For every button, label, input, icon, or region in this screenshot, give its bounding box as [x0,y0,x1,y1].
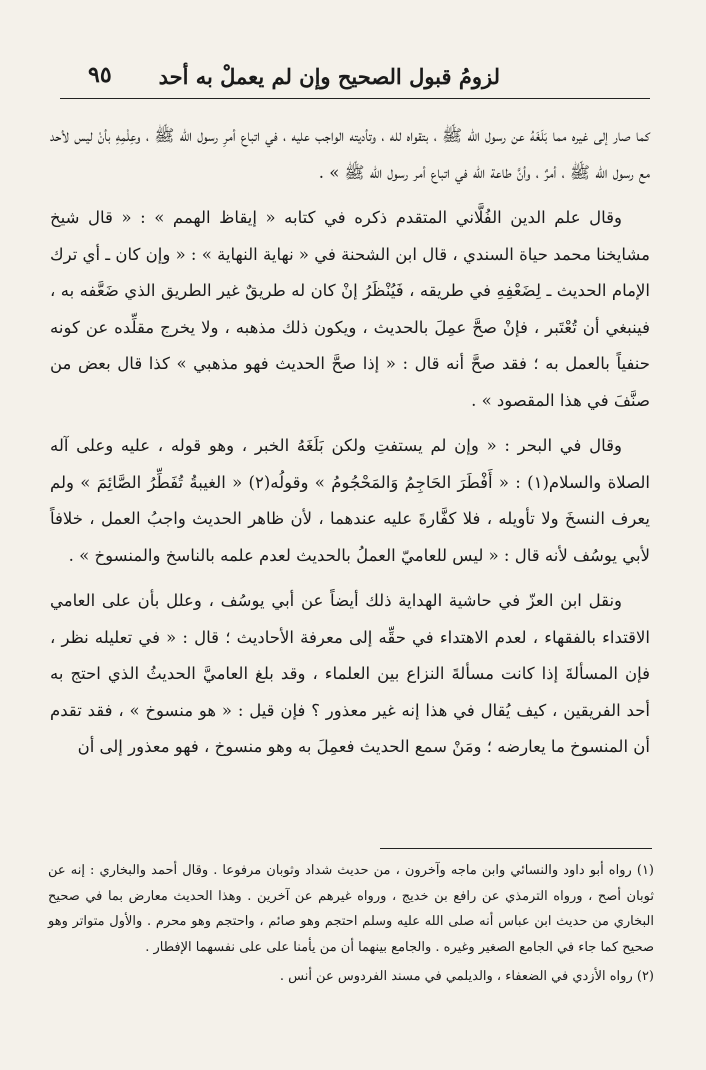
footnote-separator [380,848,652,849]
running-header [60,58,650,99]
footnote: (١) رواه أبو داود والنسائي وابن ماجه وآخرون ، من حديث شداد وثوبان مرفوعا . وقال أحمد والبخاري : إنه عن ثوبان أصح ، ورواه الترمذي عن رافع بن خديج ، ورواه غيرهم عن آخرين . وهذا الحديث معارض بما في صحيح البخاري من حديث ابن عباس أنه صلى الله عليه وسلم احتجم وهو صائم ، واحتجم وهو محرم . والأول متواتر وهو صحيح كما جاء في الجامع الصغير وغيره . والجامع بينهما أن من يأمنا على على نفسهما الإفطار . [48,863,654,955]
page-number: ٩٥ [88,62,112,88]
footnotes [48,858,654,994]
main-text [50,118,650,775]
footnote: (٢) رواه الأزدي في الضعفاء ، والديلمي في مسند الفردوس عن أنس . [279,969,654,984]
running-title: لزومُ قبول الصحيح وإن لم يعملْ به أحد [158,64,500,89]
paragraph: كما صار إلى غيره مما بَلَغَهُ عن رسول الله ﷺ ، بتقواه لله ، وتأديته الواجب عليه ، في اتباع أمرِ رسول الله ﷺ ، وعِلْمِهِ بأنْ ليس لأحد مع رسول الله ﷺ ، أمرٌ ، وأنَّ طاعة الله في اتباع أمر رسول الله ﷺ » . [50,126,650,182]
paragraph: ونقل ابن العزّ في حاشية الهداية ذلك أيضاً عن أبي يوسُف ، وعلل بأن على العامي الاقتداء بالفقهاء ، لعدم الاهتداء في حقِّه إلى معرفة الأحاديث ؛ قال : « في تعليله نظر ، فإن المسألةَ إذا كانت مسألةَ النزاع بين العلماء ، وقد بلغ العاميَّ الحديثُ الذي احتج به أحد الفريقين ، كيف يُقال في هذا إنه غير معذور ؟ فإن قيل : « هو منسوخ » ، فقد تقدم أن المنسوخ ما يعارضه ؛ ومَنْ سمع الحديث فعمِلَ به وهو منسوخ ، فهو معذور إلى أن [50,591,650,756]
paragraph: وقال علم الدين الفُلَّاني المتقدم ذكره في كتابه « إيقاظ الهمم » : « قال شيخ مشايخنا محمد حياة السندي ، قال ابن الشحنة في « نهاية النهاية » : « وإن كان ـ أي ترك الإمام الحديث ـ لِضَعْفِهِ في طريقه ، فَيُنْظَرُ إنْ كان له طريقٌ غير الطريق الذي ضَعَّفه به ، فينبغي أن تُعْتَبر ، فإنْ صحَّ عمِلَ بالحديث ، ويكون ذلك مذهبه ، ولا يخرج مقلِّده عن كونه حنفياً بالعمل به ؛ فقد صحَّ أنه قال : « إذا صحَّ الحديث فهو مذهبي » كذا قال بعض من صنَّفَ في هذا المقصود » . [50,208,650,410]
paragraph: وقال في البحر : « وإن لم يستفتِ ولكن بَلَغَهُ الخبر ، وهو قوله ، عليه وعلى آله الصلاة والسلام(١) : « أَفْطَرَ الحَاجِمُ وَالمَحْجُومُ » وقولُه(٢) « الغيبةُ تُفَطِّرُ الصَّائِمَ » ولم يعرف النسخَ ولا تأويله ، فلا كفَّارةَ عليه عندهما ، لأن ظاهر الحديث واجبُ العمل ، خلافاً لأبي يوسُف لأنه قال : « ليس للعاميّ العملُ بالحديث لعدم علمه بالناسخ والمنسوخ » . [50,436,650,565]
